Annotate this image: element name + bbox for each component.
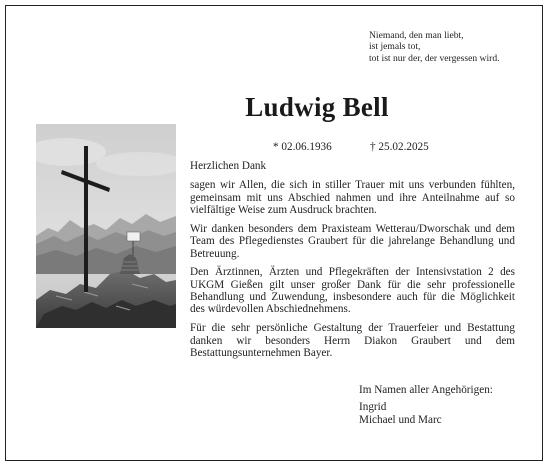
deceased-name: Ludwig Bell (245, 92, 389, 122)
message-paragraph: Für die sehr persönliche Gestaltung der Trauerfeier und Bestattung danken wir besonders Herrn Diakon Graubert und dem Bestattungsunternehmen Bayer. (190, 322, 515, 359)
family-name: Michael und Marc (359, 413, 442, 426)
message-paragraph: Wir danken besonders dem Praxisteam Wetterau/Dworschak und dem Team des Pflegedienstes Graubert für die jahrelange Behandlung und Betreuung. (190, 222, 515, 260)
motto-quote (369, 30, 500, 64)
message-body (190, 160, 515, 359)
closing-intro: Im Namen aller Angehörigen: (359, 384, 493, 396)
closing-signature (359, 384, 493, 426)
motto-line: Niemand, den man liebt, (369, 30, 464, 41)
greeting: Herzlichen Dank (190, 160, 267, 172)
summit-cross-icon (36, 124, 176, 328)
summit-cross-photo (36, 124, 176, 328)
motto-line: ist jemals tot, (369, 41, 421, 53)
message-paragraph: sagen wir Allen, die sich in stiller Trauer mit uns verbunden fühlten, gemeinsam mit uns Abschied nahmen und ihre Anteilnahme auf so vielfältige Weise zum Ausdruck brachten. (190, 179, 515, 217)
motto-line: tot ist nur der, der vergessen wird. (369, 52, 500, 64)
family-name: Ingrid (359, 401, 387, 414)
death-date: † 25.02.2025 (370, 141, 429, 153)
message-paragraph: Den Ärztinnen, Ärzten und Pflegekräften der Intensivstation 2 des UKGM Gießen gilt unser großer Dank für die sehr professionelle Behandlung und Zuwendung, insbesondere auch für die Möglichkeit des würdevollen Abschiednehmens. (190, 266, 515, 316)
birth-date: * 02.06.1936 (273, 141, 332, 153)
